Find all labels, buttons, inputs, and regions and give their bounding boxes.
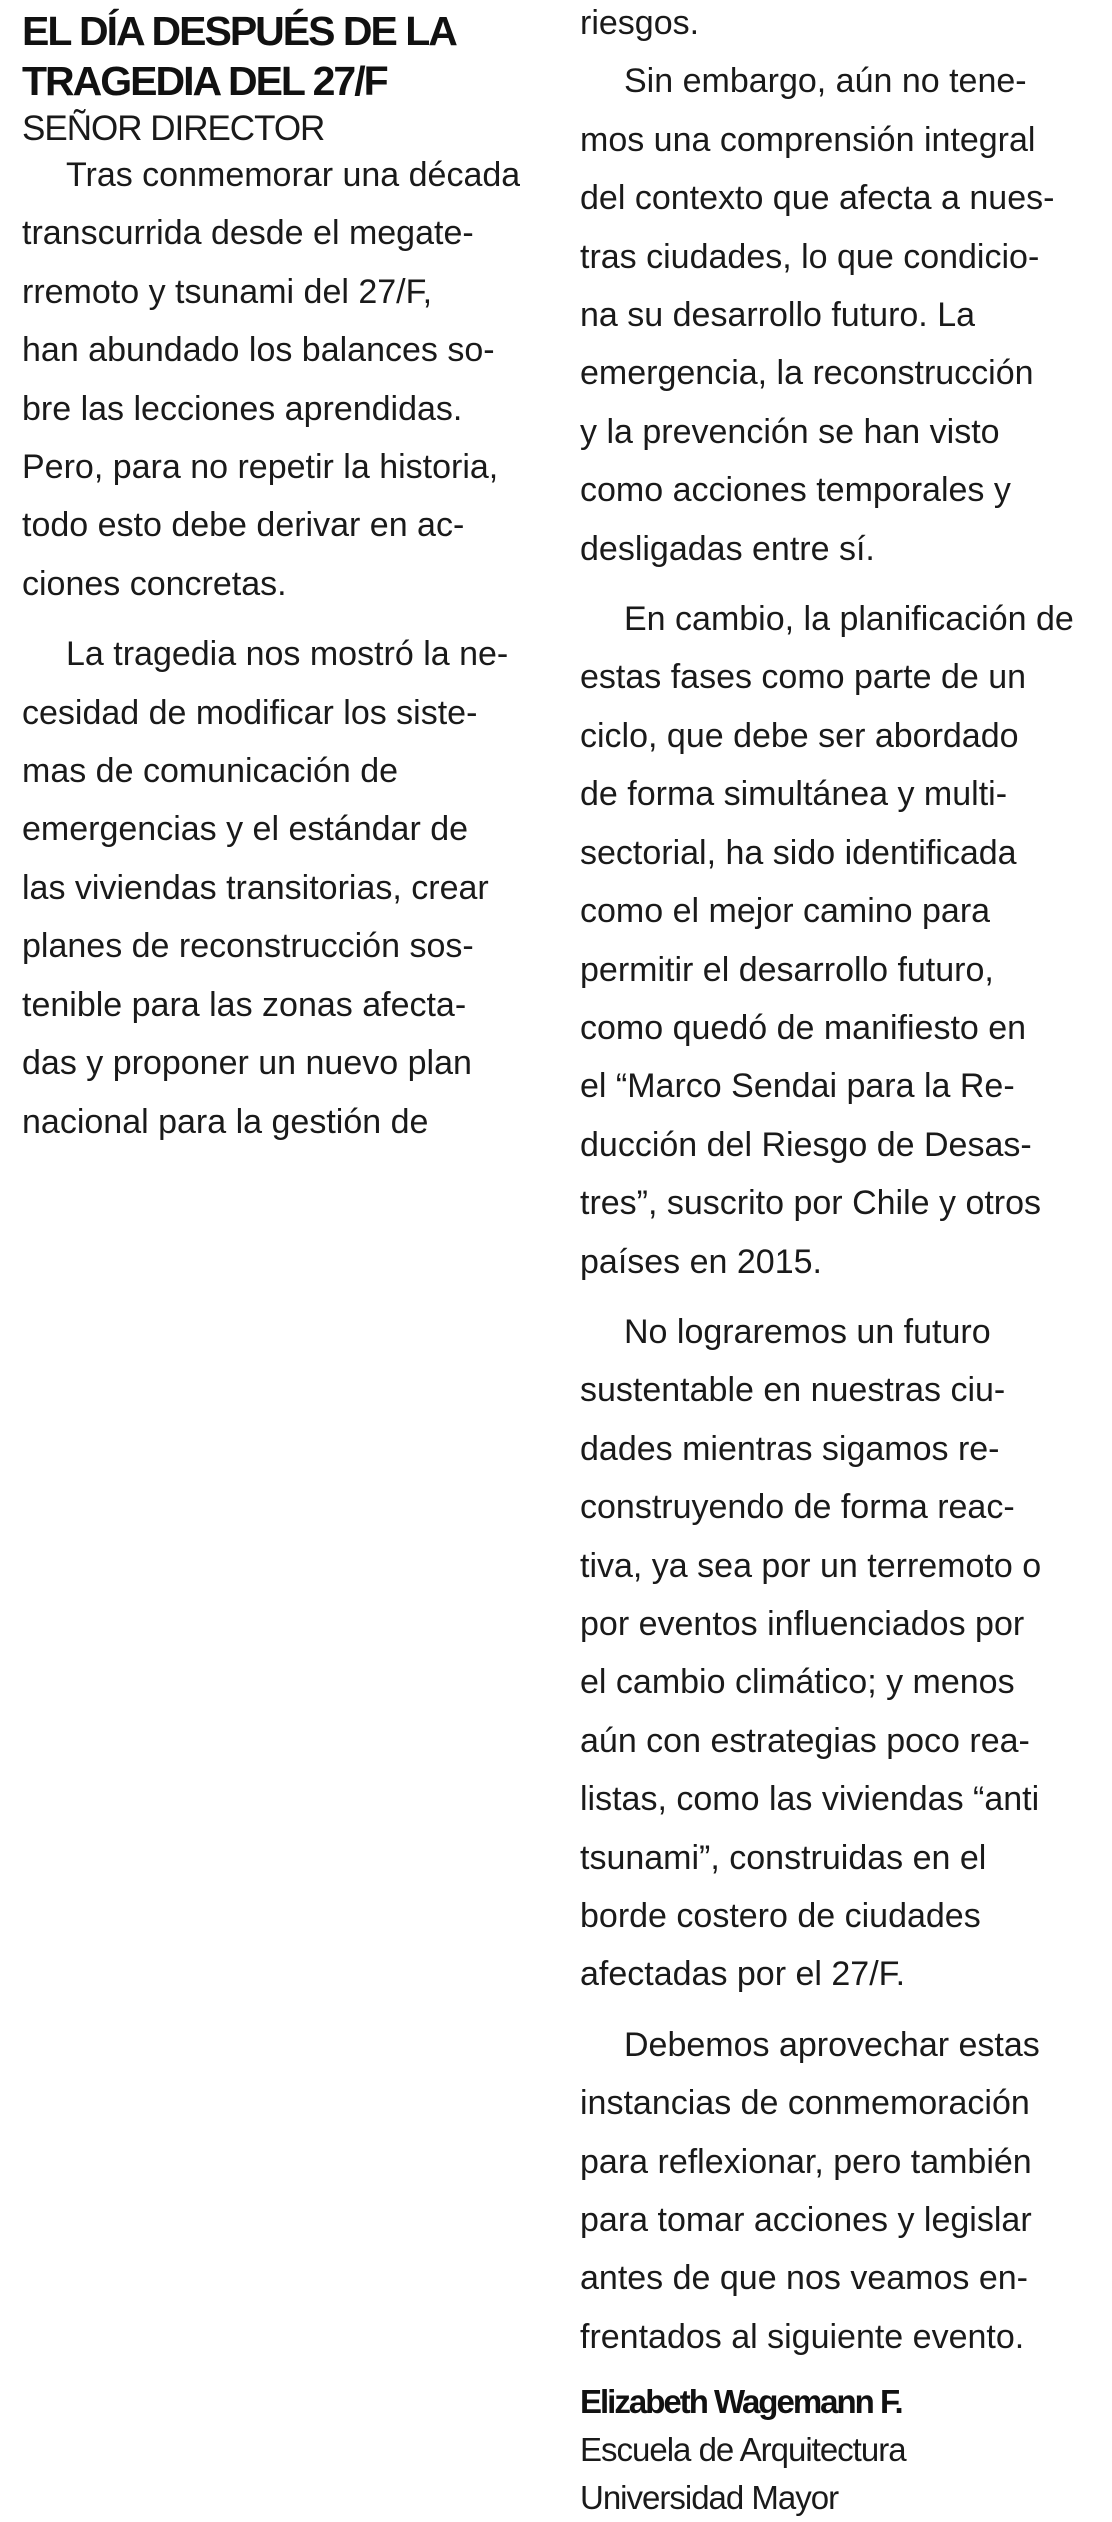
paragraph-continuation: [580, 0, 1090, 58]
author-affiliation: Escuela de Arquitectura: [580, 2431, 906, 2469]
text-line: instancias de conmemoración: [580, 2084, 1030, 2123]
text-line: cesidad de modificar los siste-: [22, 693, 478, 732]
text-line: tiva, ya sea por un terremoto o: [580, 1546, 1042, 1585]
text-line: ciclo, que debe ser abordado: [580, 716, 1019, 755]
text-line: rremoto y tsunami del 27/F,: [22, 272, 433, 311]
text-line: riesgos.: [580, 4, 700, 42]
text-line: sustentable en nuestras ciu-: [580, 1371, 1006, 1410]
text-line: listas, como las viviendas “anti: [580, 1780, 1040, 1819]
text-line: desligadas entre sí.: [580, 529, 875, 568]
text-line: frentados al siguiente evento.: [580, 2317, 1025, 2356]
text-line: de forma simultánea y multi-: [580, 775, 1008, 814]
headline-line: EL DÍA DESPUÉS DE LA: [22, 8, 456, 54]
text-line: planes de reconstrucción sos-: [22, 927, 474, 966]
text-line: el “Marco Sendai para la Re-: [580, 1067, 1015, 1106]
text-line: antes de que nos veamos en-: [580, 2259, 1028, 2298]
text-line: En cambio, la planificación de: [624, 600, 1074, 639]
text-line: ciones concretas.: [22, 564, 287, 603]
text-line: emergencias y el estándar de: [22, 810, 469, 849]
text-line: como el mejor camino para: [580, 892, 991, 931]
text-line: transcurrida desde el megate-: [22, 214, 474, 253]
text-line: del contexto que afecta a nues-: [580, 179, 1055, 218]
text-line: países en 2015.: [580, 1242, 822, 1281]
text-line: Pero, para no repetir la historia,: [22, 448, 499, 487]
paragraph: [22, 631, 527, 1157]
text-line: ducción del Riesgo de Desas-: [580, 1125, 1032, 1164]
text-line: las viviendas transitorias, crear: [22, 868, 489, 907]
text-line: Tras conmemorar una década: [66, 156, 521, 194]
text-line: y la prevención se han visto: [580, 412, 1000, 451]
text-line: sectorial, ha sido identificada: [580, 833, 1017, 872]
text-line: estas fases como parte de un: [580, 658, 1027, 697]
paragraph: [580, 1309, 1090, 2010]
text-line: na su desarrollo futuro. La: [580, 296, 976, 335]
headline: [22, 0, 527, 106]
text-line: Debemos aprovechar estas: [624, 2025, 1040, 2064]
text-line: tras ciudades, lo que condicio-: [580, 237, 1040, 276]
text-line: bre las lecciones aprendidas.: [22, 389, 463, 428]
text-line: todo esto debe derivar en ac-: [22, 506, 465, 545]
text-line: aún con estrategias poco rea-: [580, 1721, 1030, 1760]
text-line: tres”, suscrito por Chile y otros: [580, 1184, 1042, 1223]
paragraph: [580, 58, 1090, 584]
text-line: mos una comprensión integral: [580, 120, 1036, 159]
text-line: para reflexionar, pero también: [580, 2142, 1032, 2181]
text-line: Sin embargo, aún no tene-: [624, 62, 1027, 101]
text-line: el cambio climático; y menos: [580, 1663, 1015, 1702]
text-line: das y proponer un nuevo plan: [22, 1044, 472, 1083]
text-line: han abundado los balances so-: [22, 331, 495, 370]
text-line: tsunami”, construidas en el: [580, 1838, 987, 1877]
text-line: La tragedia nos mostró la ne-: [66, 635, 509, 674]
text-line: construyendo de forma reac-: [580, 1488, 1015, 1527]
paragraph: [580, 2022, 1090, 2372]
text-line: No lograremos un futuro: [624, 1312, 991, 1351]
left-column: [22, 0, 527, 1157]
text-line: dades mientras sigamos re-: [580, 1429, 1000, 1468]
headline-line: TRAGEDIA DEL 27/F: [22, 58, 387, 104]
text-line: permitir el desarrollo futuro,: [580, 950, 994, 989]
text-line: para tomar acciones y legislar: [580, 2201, 1032, 2240]
text-line: tenible para las zonas afecta-: [22, 985, 467, 1024]
text-line: emergencia, la reconstrucción: [580, 354, 1034, 393]
text-line: como quedó de manifiesto en: [580, 1008, 1027, 1047]
text-line: mas de comunicación de: [22, 752, 399, 791]
text-line: afectadas por el 27/F.: [580, 1955, 906, 1994]
paragraph: [22, 152, 527, 619]
text-line: borde costero de ciudades: [580, 1897, 981, 1935]
right-column: [580, 0, 1090, 2522]
author-affiliation: Universidad Mayor: [580, 2479, 839, 2517]
text-line: como acciones temporales y: [580, 471, 1011, 510]
text-line: nacional para la gestión de: [22, 1102, 429, 1141]
salutation: SEÑOR DIRECTOR: [22, 109, 325, 148]
text-line: por eventos influenciados por: [580, 1604, 1025, 1643]
paragraph: [580, 596, 1090, 1297]
author-signature: Elizabeth Wagemann F.: [580, 2383, 902, 2421]
